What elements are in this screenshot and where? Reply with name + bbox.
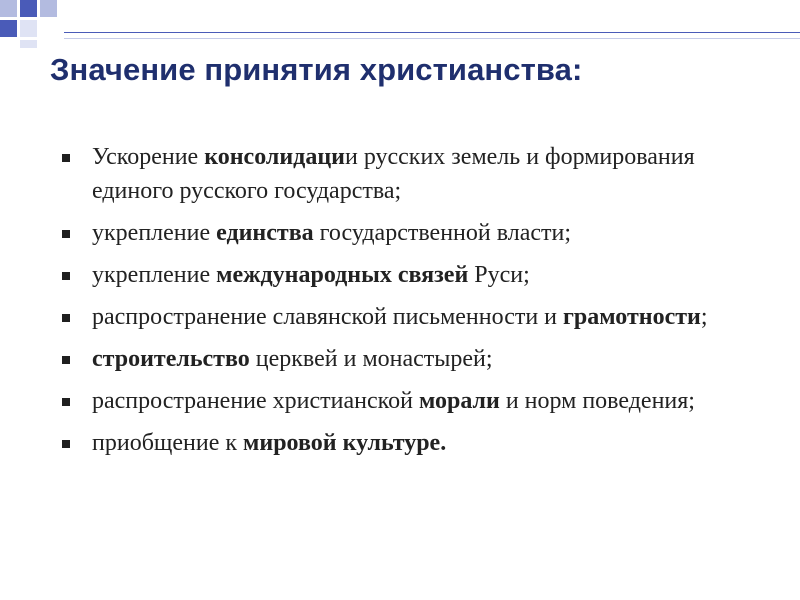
bullet-text-normal: приобщение к <box>92 430 244 456</box>
deco-square <box>0 0 17 17</box>
bullet-item <box>56 384 756 418</box>
bullet-text-bold: международных связей <box>216 262 469 288</box>
bullet-text-normal: церквей и монастырей; <box>249 346 493 372</box>
bullet-text-normal: распространение христианской <box>92 388 419 414</box>
bullet-text-normal: укрепление <box>92 220 217 246</box>
bullet-item <box>56 342 756 376</box>
square-bullet-icon <box>62 440 70 448</box>
bullet-text-bold: единства <box>216 220 314 246</box>
slide-title: Значение принятия христианства: <box>50 52 583 87</box>
bullet-item <box>56 426 756 460</box>
bullet-text-bold: консолидаци <box>204 144 345 170</box>
bullet-text-bold: строительство <box>92 346 250 372</box>
bullet-text-normal: и русских земель и формирования единого русского государства; <box>92 144 695 204</box>
square-bullet-icon <box>62 314 70 322</box>
header-rule <box>64 32 800 33</box>
bullet-text-normal: укрепление <box>92 262 217 288</box>
bullet-text-normal: ; <box>700 304 708 330</box>
header-rule-shadow <box>64 38 800 39</box>
bullet-text-normal: распространение славянской письменности и <box>92 304 564 330</box>
bullet-text-normal: и норм поведения; <box>499 388 695 414</box>
bullet-item <box>56 258 756 292</box>
deco-square <box>20 40 37 48</box>
bullet-text-normal: Руси; <box>468 262 530 288</box>
bullet-text-normal: Ускорение <box>92 144 205 170</box>
deco-square <box>20 0 37 17</box>
bullet-item <box>56 216 756 250</box>
bullet-text-bold: грамотности <box>563 304 701 330</box>
square-bullet-icon <box>62 356 70 364</box>
bullet-text-bold: морали <box>418 388 500 414</box>
corner-decoration <box>0 0 60 48</box>
deco-square <box>20 20 37 37</box>
bullet-text-bold: мировой культуре. <box>243 430 447 456</box>
bullet-text-normal: государственной власти; <box>313 220 572 246</box>
bullet-item <box>56 140 756 208</box>
square-bullet-icon <box>62 272 70 280</box>
deco-square <box>40 0 57 17</box>
bullet-list <box>56 140 756 468</box>
square-bullet-icon <box>62 154 70 162</box>
square-bullet-icon <box>62 398 70 406</box>
square-bullet-icon <box>62 230 70 238</box>
deco-square <box>0 20 17 37</box>
bullet-item <box>56 300 756 334</box>
